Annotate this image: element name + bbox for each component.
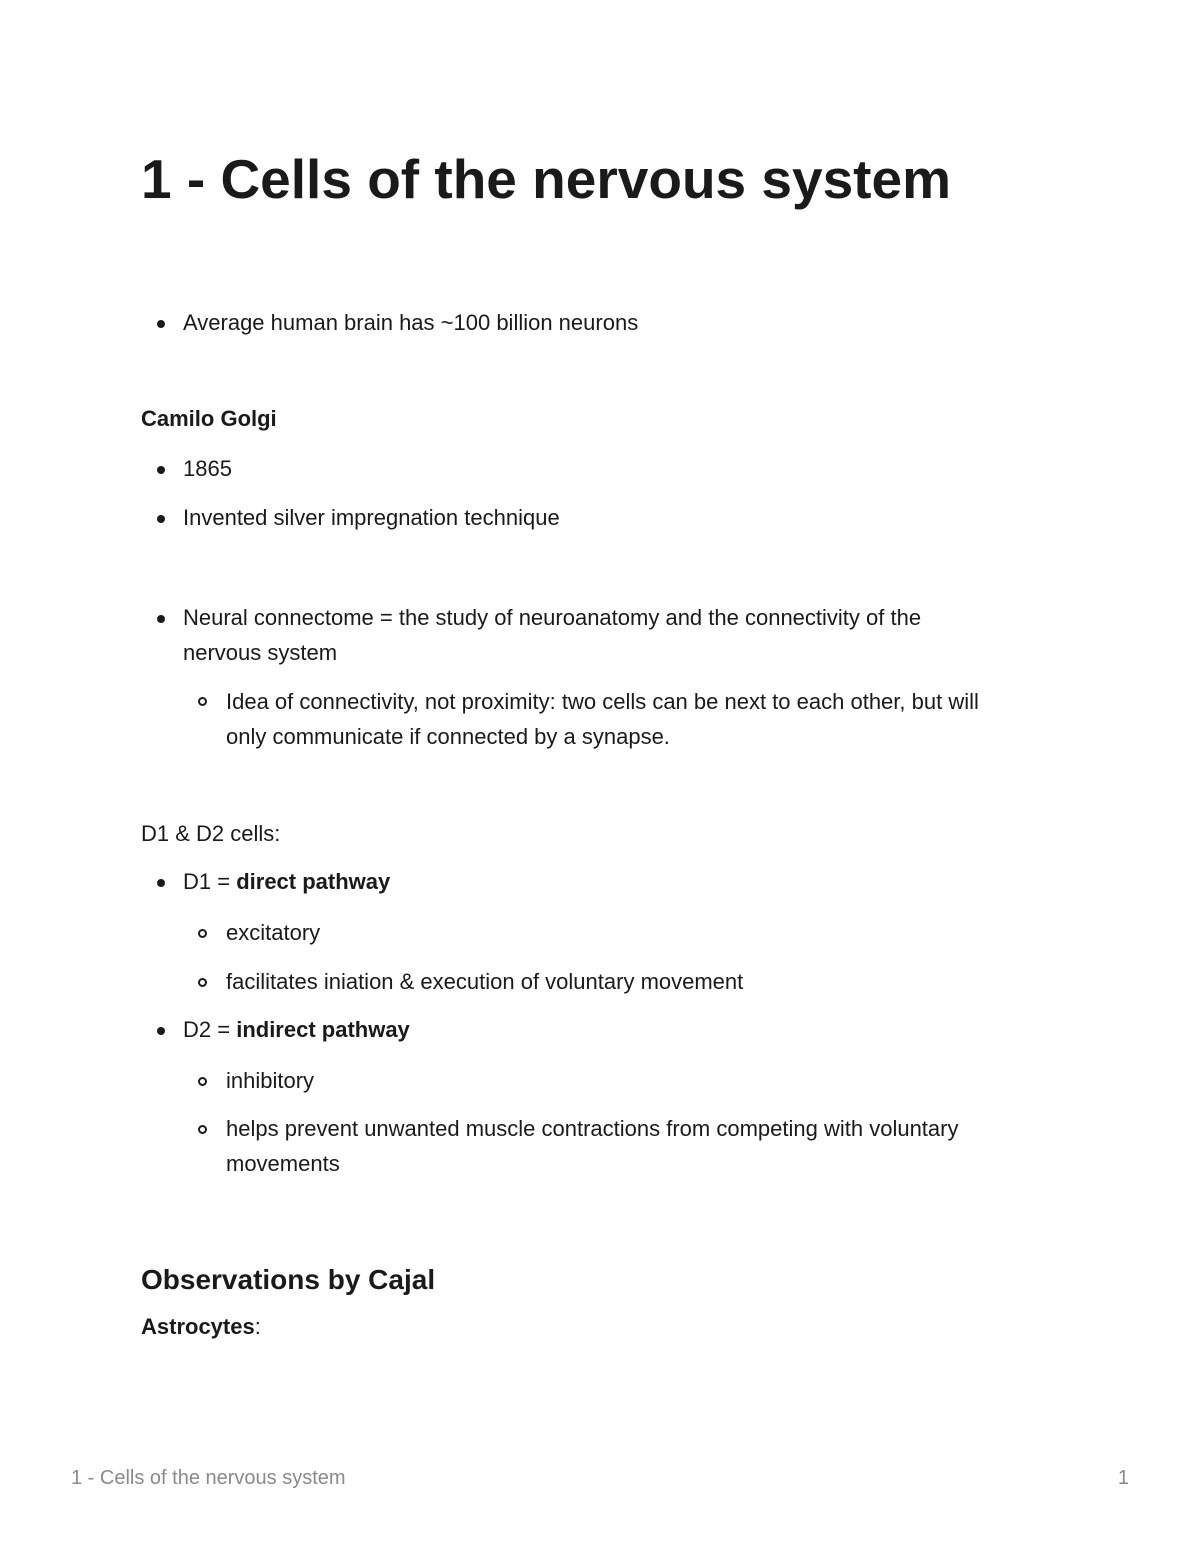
sub-bullet-ring [198,1077,207,1086]
sub-list-item: facilitates iniation & execution of voluntary movement [226,969,744,994]
list-item-d1 [183,864,390,899]
sub-bullet-ring [198,978,207,987]
sub-list-item: inhibitory [226,1068,315,1093]
astrocytes-label [141,1309,261,1344]
bullet-dot [157,466,165,474]
sub-bullet-ring [198,697,207,706]
bullet-dot [157,1027,165,1035]
bullet-dot [157,320,165,328]
list-item-d2 [183,1012,410,1047]
section-subheading-golgi: Camilo Golgi [141,406,277,431]
astrocytes-bold: Astrocytes [141,1314,255,1339]
d-cells-heading: D1 & D2 cells: [141,821,281,846]
list-item: Neural connectome = the study of neuroanatomy and the connectivity of the [183,605,922,630]
sub-bullet-ring [198,1125,207,1134]
page-title: 1 - Cells of the nervous system [141,148,951,210]
d1-prefix: D1 = [183,869,237,894]
bullet-dot [157,615,165,623]
d2-pathway: indirect pathway [236,1017,410,1042]
sub-list-item: excitatory [226,920,321,945]
bullet-dot [157,879,165,887]
d2-prefix: D2 = [183,1017,237,1042]
astrocytes-colon: : [254,1314,261,1339]
footer-doc-title: 1 - Cells of the nervous system [71,1467,346,1489]
footer-page-number: 1 [1117,1467,1129,1489]
sub-bullet-ring [198,929,207,938]
sub-list-item: helps prevent unwanted muscle contractions from competing with voluntary [226,1116,959,1141]
list-item-continuation: nervous system [183,640,338,665]
sub-list-item: Idea of connectivity, not proximity: two cells can be next to each other, but will [226,689,979,714]
list-item: 1865 [183,456,232,481]
bullet-dot [157,515,165,523]
section-heading-cajal: Observations by Cajal [141,1264,436,1295]
sub-list-item-continuation: only communicate if connected by a synapse. [226,724,670,749]
d1-pathway: direct pathway [236,869,391,894]
list-item: Average human brain has ~100 billion neurons [183,310,639,335]
sub-list-item-continuation: movements [226,1151,340,1176]
list-item: Invented silver impregnation technique [183,505,560,530]
